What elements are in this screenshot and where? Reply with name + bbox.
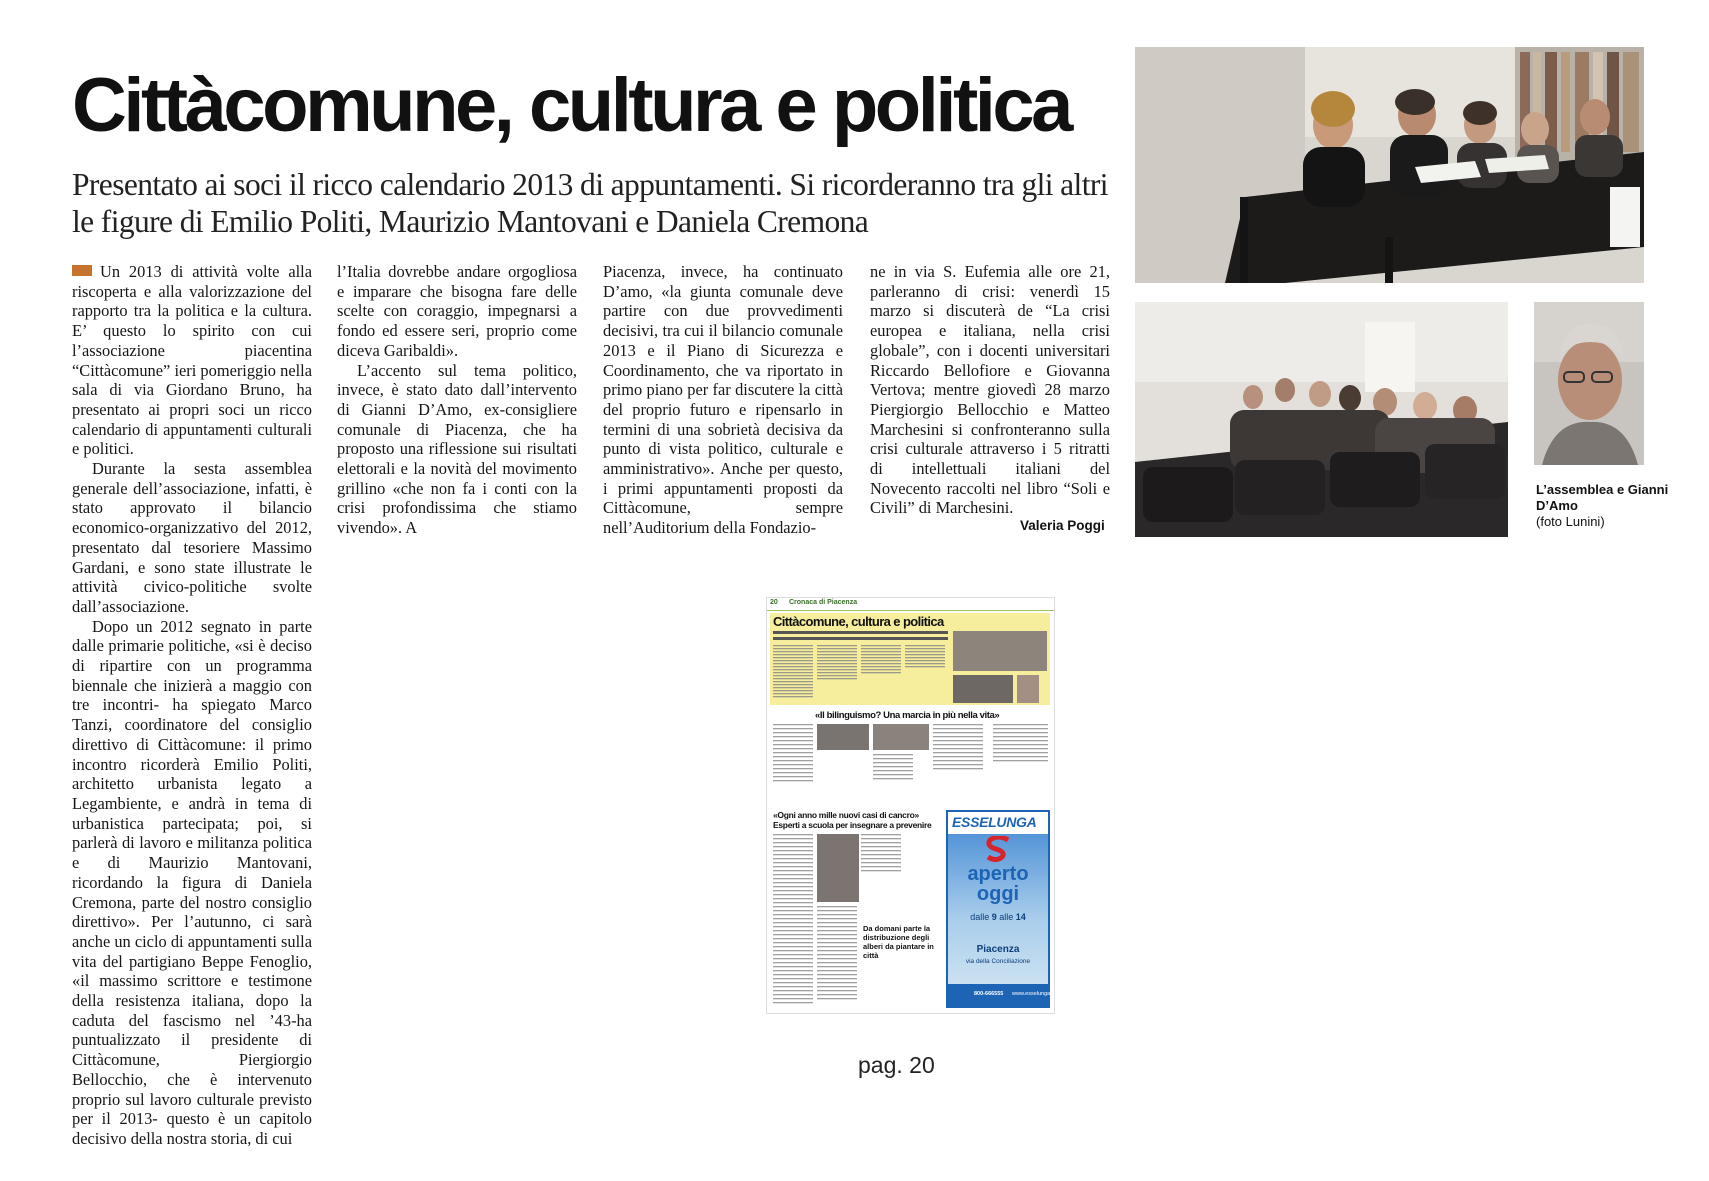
- thumb-story4-headline: Da domani parte la distribuzione degli alberi da piantare in città: [863, 924, 934, 960]
- article-column-1: [72, 262, 312, 1149]
- paragraph: Dopo un 2012 segnato in parte dalle primarie politiche, «si è deciso di ripartire con un programma biennale che inizierà a maggio con tre incontri- ha spiegato Marco Tanzi, coordinatore del consiglio direttivo di Cittàcomune: il primo incontro ricorderà Emilio Politi, architetto urbanista legato a Legambiente, e andrà in tema di urbanistica partecipata; poi, si parlerà di lavoro e militanza politica e di Maurizio Mantovani, ricordando la figura di Daniela Cremona, parte del nostro consiglio direttivo». Per l’autunno, ci sarà anche un ciclo di appuntamenti sulla vita del partigiano Beppe Fenoglio, «il massimo scrittore e testimone della resistenza italiana, dopo la caduta del fascismo nel ’43-ha puntualizzato il presidente di Cittàcomune, Piergiorgio Bellocchio, che è intervenuto proprio sul lavoro culturale previsto per il 2013- questo è un capitolo decisivo della nostra storia, di cui: [72, 616, 312, 1148]
- caption-title: L’assemblea e Gianni D’Amo: [1536, 482, 1669, 513]
- paragraph: Durante la sesta assemblea generale dell’associazione, infatti, è stato approvato il bilancio economico-organizzativo del 2012, presentato dal tesoriere Massimo Gardani, e sono state illustrate le attività civico-politiche svolte dall’associazione.: [72, 459, 312, 616]
- paragraph: Piacenza, invece, ha continuato D’amo, «la giunta comunale deve partire con due provvedimenti decisivi, tra cui il bilancio comunale 2013 e il Piano di Sicurezza e Coordinamento, che va riportato in primo piano per far discutere la città del proprio futuro e ripensarlo in termini di una sobrietà decisiva da punto di vista politico, culturale e amministrativo». Anche per questo, i primi appuntamenti proposti da Cittàcomune, sempre nell’Auditorium della Fondazio-: [603, 262, 843, 538]
- paragraph: L’accento sul tema politico, invece, è stato dato dall’intervento di Gianni D’Amo, ex-consigliere comunale di Piacenza, che ha proposto una riflessione sui risultati elettorali e la novità del movimento grillino «che non fa i conti con la crisi profondissima che stiamo vivendo». A: [337, 360, 577, 538]
- article-column-3: [603, 262, 843, 538]
- esselunga-logo-icon: [986, 836, 1010, 862]
- ad-city: Piacenza: [976, 944, 1020, 955]
- thumb-story3-lines: [773, 834, 923, 1009]
- assembly-photo: [1135, 47, 1644, 283]
- ad-line-2: oggi: [976, 883, 1020, 905]
- ad-street: via della Conciliazione: [965, 958, 1031, 965]
- caption-credit: (foto Lunini): [1536, 514, 1605, 529]
- thumb-story3-headline: «Ogni anno mille nuovi casi di cancro» Esperti a scuola per insegnare a prevenire: [773, 810, 932, 830]
- paragraph: l’Italia dovrebbe andare orgogliosa e imparare che bisogna fare delle scelte con coraggio, impegnarsi a fondo ed essere seri, proprio come diceva Garibaldi».: [337, 262, 577, 360]
- page-number: pag. 20: [858, 1052, 935, 1078]
- thumb-story2-headline: «Il bilinguismo? Una marcia in più nella vita»: [815, 710, 1000, 721]
- ad-web: www.esselunga.it: [1012, 991, 1055, 997]
- article-column-4: [870, 262, 1110, 518]
- audience-photo: [1135, 302, 1508, 537]
- portrait-photo: [1534, 302, 1644, 465]
- section-marker-icon: [72, 265, 92, 276]
- ad-brand: ESSELUNGA: [952, 814, 1037, 830]
- subheadline: Presentato ai soci il ricco calendario 2013 di appuntamenti. Si ricorderanno tra gli altri le figure di Emilio Politi, Maurizio Mantovani e Daniela Cremona: [72, 167, 1108, 239]
- paragraph: Un 2013 di attività volte alla riscoperta e alla valorizzazione del rapporto tra la politica e la cultura. E’ questo lo spirito con cui l’associazione piacentina “Cittàcomune” ieri pomeriggio nella sala di via Giordano Bruno, ha presentato ai propri soci un ricco calendario di appuntamenti culturali e politici.: [72, 262, 312, 459]
- thumb-page-label: 20: [770, 599, 778, 606]
- audience-photo-image: [1135, 302, 1508, 537]
- article-column-2: [337, 262, 577, 538]
- paragraph: ne in via S. Eufemia alle ore 21, parleranno di crisi: venerdì 15 marzo si discuterà de “La crisi europea e italiana, nella crisi globale”, con i docenti universitari Riccardo Bellofiore e Giovanna Vertova; mentre giovedì 28 marzo Piergiorgio Bellocchio e Matteo Marchesini si confronteranno sulla crisi culturale attraverso i 5 ritratti di intellettuali italiani del Novecento raccolti nel libro “Soli e Civili” di Marchesini.: [870, 262, 1110, 518]
- page-thumbnail: [766, 597, 1055, 1014]
- ad-phone: 800-666555: [974, 991, 1004, 997]
- assembly-photo-image: [1135, 47, 1644, 283]
- thumb-headline: Cittàcomune, cultura e politica: [773, 614, 944, 629]
- ad-line-1: aperto: [967, 863, 1029, 885]
- thumb-story2-lines: [773, 724, 1053, 804]
- byline: Valeria Poggi: [1020, 518, 1105, 533]
- ad-hours: dalle 9 alle 14: [970, 912, 1026, 922]
- headline: Cittàcomune, cultura e politica: [72, 63, 1070, 148]
- portrait-photo-image: [1534, 302, 1644, 465]
- thumb-ad: [946, 810, 1055, 1008]
- thumb-section: Cronaca di Piacenza: [789, 599, 858, 606]
- photo-caption: [1536, 482, 1709, 530]
